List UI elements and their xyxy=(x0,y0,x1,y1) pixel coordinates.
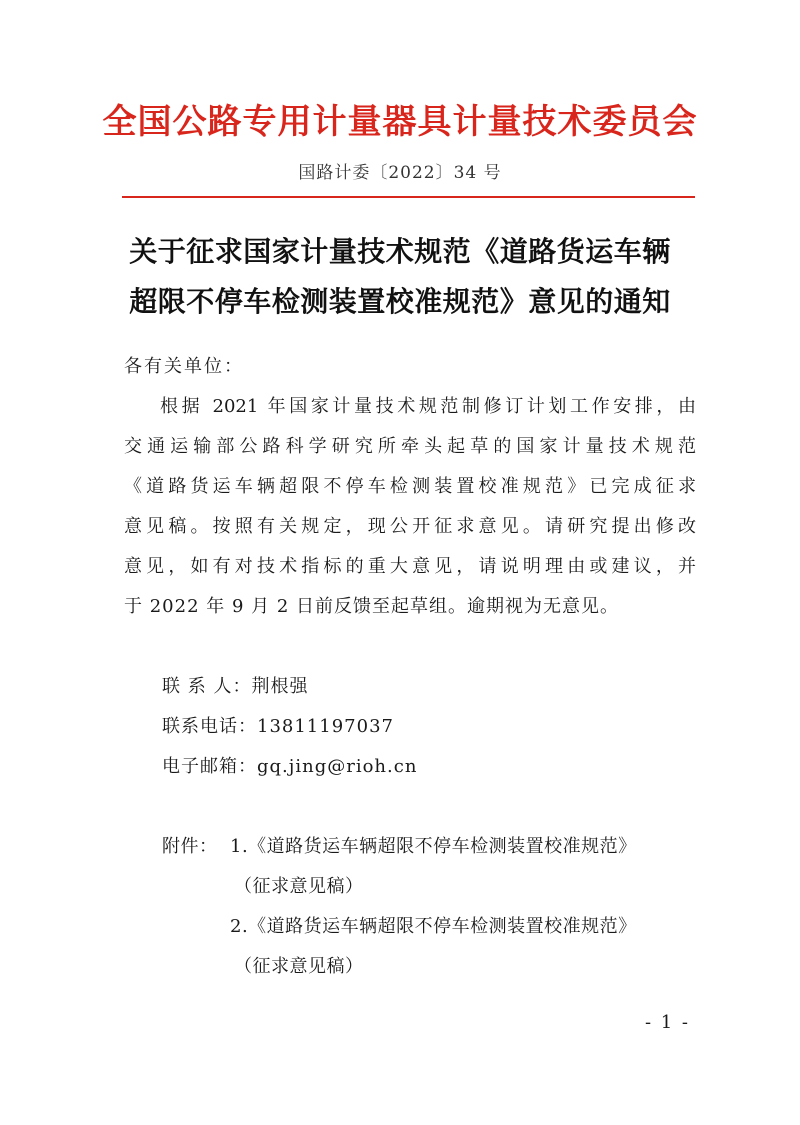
organization-header: 全国公路专用计量器具计量技术委员会 xyxy=(102,102,698,142)
body-paragraph-line: 于 2022 年 9 月 2 日前反馈至起草组。逾期视为无意见。 xyxy=(124,596,620,617)
attachments-label: 附件： xyxy=(162,836,218,857)
notice-title-line-1: 关于征求国家计量技术规范《道路货运车辆 xyxy=(129,235,671,268)
notice-title-line-2: 超限不停车检测装置校准规范》意见的通知 xyxy=(129,285,671,318)
contact-email: 电子邮箱：gq.jing@rioh.cn xyxy=(162,756,418,777)
body-paragraph-line: 意见，如有对技术指标的重大意见，请说明理由或建议，并 xyxy=(124,556,696,577)
document-number: 国路计委〔2022〕34 号 xyxy=(298,163,502,183)
attachment-2-note: （征求意见稿） xyxy=(234,956,364,977)
contact-phone: 联系电话：13811197037 xyxy=(162,716,394,737)
attachment-2-title: 2.《道路货运车辆超限不停车检测装置校准规范》 xyxy=(230,916,637,937)
body-paragraph-line: 根据 2021 年国家计量技术规范制修订计划工作安排，由 xyxy=(160,396,696,417)
salutation: 各有关单位： xyxy=(124,356,244,377)
page-number: - 1 - xyxy=(644,1012,690,1033)
body-paragraph-line: 交通运输部公路科学研究所牵头起草的国家计量技术规范 xyxy=(124,436,696,457)
contact-person: 联 系 人：荆根强 xyxy=(162,676,309,697)
attachment-1-title: 1.《道路货运车辆超限不停车检测装置校准规范》 xyxy=(230,836,637,857)
attachment-1-note: （征求意见稿） xyxy=(234,876,364,897)
body-paragraph-line: 意见稿。按照有关规定，现公开征求意见。请研究提出修改 xyxy=(124,516,696,537)
body-paragraph-line: 《道路货运车辆超限不停车检测装置校准规范》已完成征求 xyxy=(124,476,696,497)
header-divider xyxy=(122,196,695,198)
